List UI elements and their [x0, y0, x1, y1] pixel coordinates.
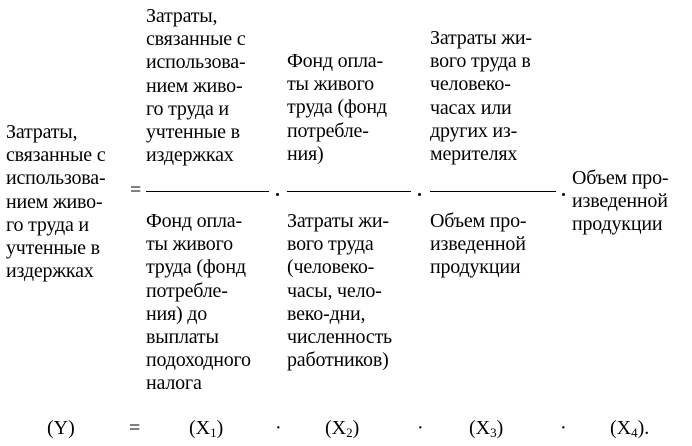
fraction-2-line [287, 191, 411, 192]
fraction-3-denominator: Объем про- изведенной продукции [430, 210, 527, 279]
fraction-2-denominator: Затраты жи- вого труда (человеко- часы, чело- веко-дни, численность работников) [287, 210, 392, 372]
multiply-dot-2 [418, 193, 421, 196]
fraction-3-line [430, 191, 556, 192]
fraction-1-denominator: Фонд опла- ты живого труда (фонд потребле- ния) до выплаты подоходного налога [146, 210, 251, 395]
equals-sign: = [130, 179, 142, 201]
last-factor-text: Объем про- изведенной продукции [572, 167, 669, 236]
var-y: (Y) [47, 417, 75, 439]
var-x4: $(X_4)$. [610, 417, 650, 440]
fraction-1-line [146, 191, 269, 192]
fraction-3-numerator: Затраты жи- вого труда в человеко- часах или других из- мерителях [430, 27, 532, 166]
lhs-text: Затраты, связанные с использова- нием живо- го труда и учтенные в издержках [6, 121, 106, 283]
var-x1: $(X_1)$ [189, 417, 224, 440]
multiply-dot-1 [276, 193, 279, 196]
var-dot-1: · [275, 417, 282, 439]
var-dot-3: · [560, 417, 567, 439]
var-dot-2: · [417, 417, 424, 439]
multiply-dot-3 [562, 193, 565, 196]
fraction-1-numerator: Затраты, связанные с использова- нием живо- го труда и учтенные в издержках [146, 5, 246, 167]
fraction-2-numerator: Фонд опла- ты живого труда (фонд потребле- ния) [287, 50, 387, 165]
var-x3: $(X_3)$ [469, 417, 504, 440]
var-equals: = [129, 417, 141, 439]
var-x2: $(X_2)$ [325, 417, 360, 440]
